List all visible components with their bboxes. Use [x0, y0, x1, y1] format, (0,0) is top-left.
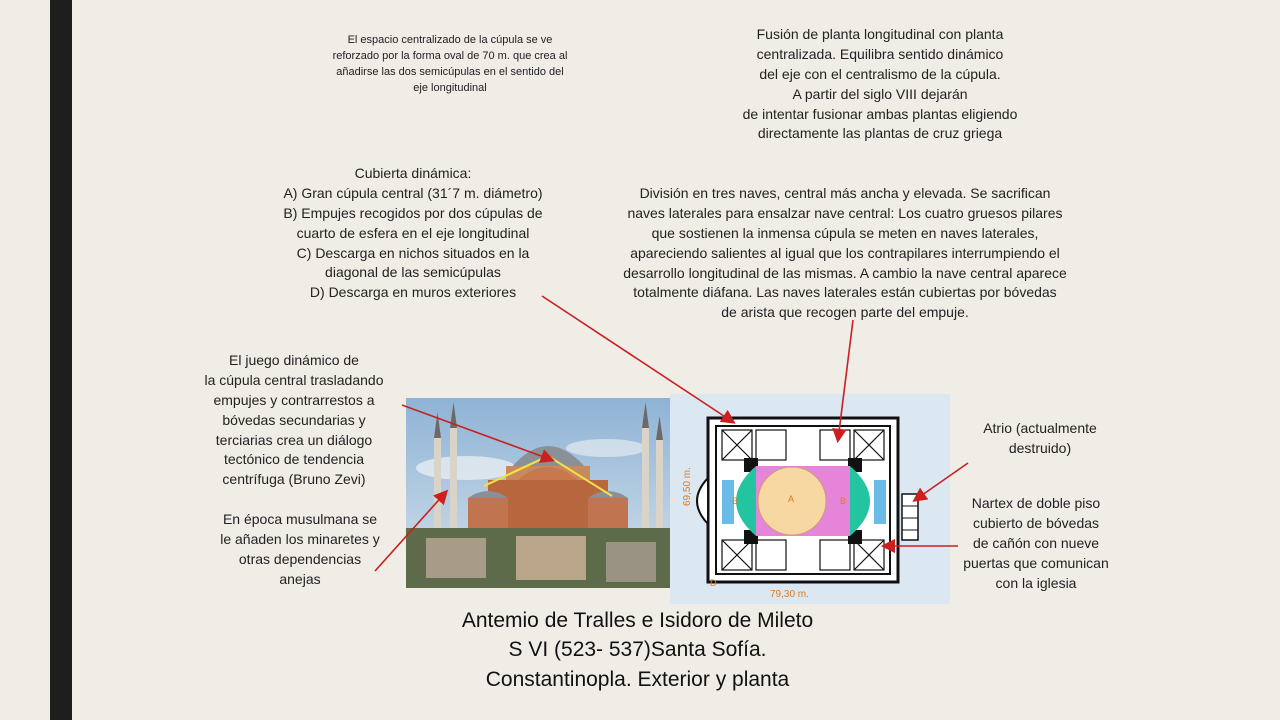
- note-atrio: [960, 419, 1120, 459]
- note-line: de arista que recogen parte del empuje.: [721, 304, 969, 321]
- note-musulmana: [190, 510, 410, 590]
- plan-label-b-left: B: [732, 496, 739, 506]
- note-line: de intentar fusionar ambas plantas eligiendo: [742, 105, 1018, 122]
- note-line: desarrollo longitudinal de las mismas. A cambio la nave central aparece: [623, 264, 1067, 281]
- note-line: totalmente diáfana. Las naves laterales están cubiertas por bóvedas: [633, 284, 1057, 301]
- note-line: cuarto de esfera en el eje longitudinal: [296, 224, 530, 241]
- note-line: le añaden los minaretes y: [220, 530, 380, 547]
- note-line: tectónico de tendencia: [223, 451, 365, 468]
- note-oval-space: [290, 33, 610, 97]
- note-line: naves laterales para ensalzar nave central: Los cuatro gruesos pilares: [627, 204, 1063, 221]
- plan-label-a: A: [788, 494, 795, 504]
- note-line: D) Descarga en muros exteriores: [309, 284, 517, 301]
- note-line: empujes y contrarrestos a: [213, 391, 375, 408]
- note-juego-dinamico: [182, 351, 406, 490]
- note-line: diagonal de las semicúpulas: [325, 264, 501, 281]
- note-line: centrífuga (Bruno Zevi): [222, 471, 366, 488]
- caption-line: Constantinopla. Exterior y planta: [485, 667, 790, 691]
- note-line: terciarias crea un diálogo: [215, 431, 373, 448]
- plan-label-b-right: B: [840, 496, 847, 506]
- note-fusion: [680, 25, 1080, 144]
- note-line: añadirse las dos semicúpulas en el sentido del: [336, 65, 564, 78]
- left-accent-bar: [50, 0, 72, 720]
- note-division: [580, 184, 1110, 323]
- caption-line: S VI (523- 537)Santa Sofía.: [508, 638, 767, 662]
- note-line: B) Empujes recogidos por dos cúpulas de: [283, 204, 543, 221]
- note-line: del eje con el centralismo de la cúpula.: [759, 65, 1001, 82]
- note-line: apareciendo salientes al igual que los contrapilares interrumpiendo el: [630, 244, 1060, 261]
- note-line: destruido): [1008, 439, 1072, 456]
- note-line: División en tres naves, central más ancha y elevada. Se sacrifican: [639, 185, 1051, 201]
- note-line: Cubierta dinámica:: [354, 165, 472, 181]
- note-line: El juego dinámico de: [229, 352, 359, 368]
- note-line: de cañón con nueve: [972, 534, 1100, 551]
- floor-plan: [670, 394, 950, 604]
- plan-label-d: D: [710, 578, 717, 588]
- caption-line: Antemio de Tralles e Isidoro de Mileto: [461, 609, 814, 632]
- note-line: Fusión de planta longitudinal con planta: [756, 26, 1004, 42]
- note-nartex: [946, 494, 1126, 593]
- note-line: En época musulmana se: [222, 511, 378, 527]
- slide-caption: [400, 606, 875, 694]
- note-line: anejas: [279, 570, 321, 587]
- note-line: otras dependencias: [238, 550, 362, 567]
- hagia-sophia-exterior-image: [406, 398, 670, 588]
- plan-height-label: 69,50 m.: [682, 467, 693, 506]
- note-line: cubierto de bóvedas: [972, 514, 1100, 531]
- note-line: C) Descarga en nichos situados en la: [296, 244, 530, 261]
- note-line: eje longitudinal: [413, 81, 487, 94]
- note-line: Atrio (actualmente: [983, 420, 1097, 436]
- note-line: El espacio centralizado de la cúpula se ve: [347, 34, 553, 46]
- note-line: que sostienen la inmensa cúpula se meten en naves laterales,: [651, 224, 1039, 241]
- note-cubierta: [250, 164, 576, 303]
- note-line: directamente las plantas de cruz griega: [757, 125, 1003, 142]
- note-line: reforzado por la forma oval de 70 m. que crea al: [332, 49, 568, 62]
- note-line: bóvedas secundarias y: [222, 411, 366, 428]
- note-line: A) Gran cúpula central (31´7 m. diámetro): [283, 184, 543, 201]
- note-line: puertas que comunican: [963, 554, 1109, 571]
- note-line: A partir del siglo VIII dejarán: [792, 85, 968, 102]
- note-line: Nartex de doble piso: [971, 495, 1101, 511]
- note-line: con la iglesia: [995, 574, 1077, 591]
- note-line: centralizada. Equilibra sentido dinámico: [756, 45, 1004, 62]
- plan-width-label: 79,30 m.: [770, 589, 809, 600]
- note-line: la cúpula central trasladando: [204, 371, 384, 388]
